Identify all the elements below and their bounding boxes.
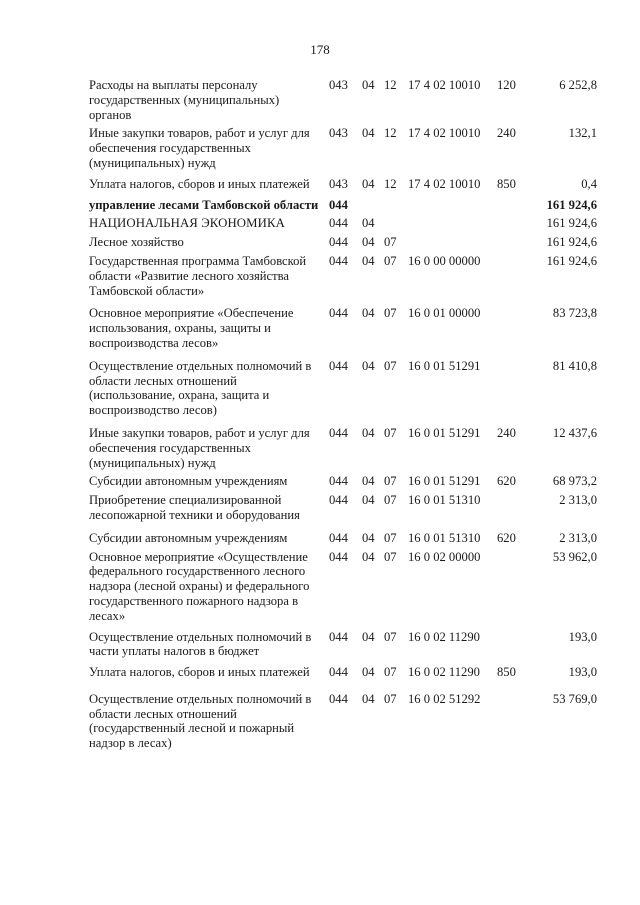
target-article-code: 16 0 01 51310 [408, 530, 481, 545]
subsection-code: 07 [384, 665, 397, 680]
subsection-code: 07 [384, 549, 397, 564]
table-row [0, 254, 640, 298]
expense-type-code: 120 [497, 78, 516, 92]
table-row [0, 235, 640, 250]
table-row [0, 216, 640, 231]
row-name: Уплата налогов, сборов и иных платежей [89, 665, 310, 680]
target-article-code: 17 4 02 10010 [408, 176, 481, 191]
ved-code: 044 [329, 216, 348, 231]
ved-code: 044 [329, 665, 348, 680]
table-row [0, 177, 640, 192]
row-name: Приобретение специализированной лесопожарной техники и оборудования [89, 493, 300, 522]
amount: 12 437,6 [552, 425, 597, 440]
ved-code: 044 [329, 306, 348, 321]
section-code: 04 [362, 358, 375, 373]
ved-code: 044 [329, 493, 348, 508]
table-row [0, 474, 640, 489]
subsection-code: 12 [384, 78, 397, 92]
subsection-code: 12 [384, 176, 397, 191]
table-row [0, 78, 640, 122]
row-name: НАЦИОНАЛЬНАЯ ЭКОНОМИКА [89, 216, 285, 231]
section-code: 04 [362, 235, 375, 250]
amount: 6 252,8 [559, 78, 597, 92]
table-row [0, 692, 640, 751]
table-row [0, 630, 640, 660]
ved-code: 043 [329, 126, 348, 141]
table-row [0, 306, 640, 350]
table-row [0, 665, 640, 680]
row-name: Расходы на выплаты персоналу государственных (муниципальных) органов [89, 78, 280, 122]
ved-code: 044 [329, 549, 348, 564]
amount: 53 962,0 [552, 549, 597, 564]
table-row [0, 359, 640, 418]
subsection-code: 07 [384, 629, 397, 644]
table-row [0, 531, 640, 546]
row-name: Иные закупки товаров, работ и услуг для обеспечения государственных (муниципальных) нужд [89, 425, 310, 470]
section-code: 04 [362, 549, 375, 564]
row-name: Субсидии автономным учреждениям [89, 474, 288, 489]
subsection-code: 07 [384, 691, 397, 706]
section-code: 04 [362, 629, 375, 644]
subsection-code: 07 [384, 474, 397, 489]
amount: 193,0 [568, 629, 597, 644]
expense-type-code: 620 [497, 530, 516, 545]
target-article-code: 17 4 02 10010 [408, 78, 481, 92]
row-name: Уплата налогов, сборов и иных платежей [89, 176, 310, 191]
ved-code: 044 [329, 358, 348, 373]
ved-code: 044 [329, 474, 348, 489]
subsection-code: 07 [384, 358, 397, 373]
subsection-code: 07 [384, 306, 397, 321]
budget-table [0, 78, 640, 755]
target-article-code: 16 0 02 11290 [408, 665, 480, 680]
expense-type-code: 240 [497, 425, 516, 440]
subsection-code: 07 [384, 253, 397, 268]
ved-code: 044 [329, 629, 348, 644]
section-code: 04 [362, 425, 375, 440]
subsection-code: 07 [384, 235, 397, 250]
ved-code: 043 [329, 176, 348, 191]
table-row [0, 198, 640, 213]
section-code: 04 [362, 306, 375, 321]
row-name: управление лесами Тамбовской области [89, 197, 319, 212]
row-name: Государственная программа Тамбовской области «Развитие лесного хозяйства Тамбовской области» [89, 253, 307, 298]
amount: 81 410,8 [552, 358, 597, 373]
section-code: 04 [362, 176, 375, 191]
row-name: Лесное хозяйство [89, 235, 184, 250]
amount: 2 313,0 [559, 530, 597, 545]
row-name: Осуществление отдельных полномочий в области лесных отношений (использование, охрана, защита и воспроизводство лесов) [89, 358, 312, 418]
amount: 161 924,6 [546, 197, 597, 212]
row-name: Осуществление отдельных полномочий в части уплаты налогов в бюджет [89, 629, 312, 659]
ved-code: 044 [329, 425, 348, 440]
table-row [0, 426, 640, 470]
amount: 53 769,0 [552, 691, 597, 706]
target-article-code: 17 4 02 10010 [408, 126, 481, 141]
row-name: Осуществление отдельных полномочий в области лесных отношений (государственный лесной и пожарный надзор в лесах) [89, 691, 312, 751]
amount: 68 973,2 [552, 474, 597, 489]
page-number: 178 [310, 42, 330, 57]
expense-type-code: 240 [497, 126, 516, 141]
section-code: 04 [362, 216, 375, 231]
row-name: Основное мероприятие «Обеспечение использования, охраны, защиты и воспроизводства лесов» [89, 306, 294, 350]
target-article-code: 16 0 02 11290 [408, 629, 480, 644]
expense-type-code: 620 [497, 474, 516, 489]
table-row [0, 493, 640, 523]
subsection-code: 07 [384, 425, 397, 440]
target-article-code: 16 0 00 00000 [408, 253, 481, 268]
section-code: 04 [362, 530, 375, 545]
amount: 161 924,6 [546, 235, 597, 250]
amount: 193,0 [568, 665, 597, 680]
amount: 0,4 [581, 176, 597, 191]
row-name: Основное мероприятие «Осуществление федерального государственного лесного надзора (лесной охраны) и федерального государственного пожарного надзора в лесах» [89, 549, 310, 623]
target-article-code: 16 0 01 51291 [408, 358, 481, 373]
ved-code: 044 [329, 235, 348, 250]
section-code: 04 [362, 665, 375, 680]
subsection-code: 12 [384, 126, 397, 141]
target-article-code: 16 0 01 51310 [408, 493, 481, 508]
row-name: Субсидии автономным учреждениям [89, 530, 288, 545]
table-row [0, 126, 640, 170]
target-article-code: 16 0 02 00000 [408, 549, 481, 564]
section-code: 04 [362, 474, 375, 489]
ved-code: 043 [329, 78, 348, 92]
target-article-code: 16 0 01 00000 [408, 306, 481, 321]
ved-code: 044 [329, 530, 348, 545]
table-row [0, 550, 640, 624]
ved-code: 044 [329, 197, 348, 212]
target-article-code: 16 0 01 51291 [408, 474, 481, 489]
target-article-code: 16 0 01 51291 [408, 425, 481, 440]
section-code: 04 [362, 691, 375, 706]
expense-type-code: 850 [497, 176, 516, 191]
section-code: 04 [362, 78, 375, 92]
amount: 161 924,6 [546, 216, 597, 231]
subsection-code: 07 [384, 530, 397, 545]
subsection-code: 07 [384, 493, 397, 508]
target-article-code: 16 0 02 51292 [408, 691, 481, 706]
amount: 83 723,8 [552, 306, 597, 321]
ved-code: 044 [329, 691, 348, 706]
amount: 132,1 [568, 126, 597, 141]
expense-type-code: 850 [497, 665, 516, 680]
section-code: 04 [362, 253, 375, 268]
amount: 161 924,6 [546, 253, 597, 268]
ved-code: 044 [329, 253, 348, 268]
section-code: 04 [362, 126, 375, 141]
row-name: Иные закупки товаров, работ и услуг для обеспечения государственных (муниципальных) нужд [89, 126, 310, 170]
amount: 2 313,0 [559, 493, 597, 508]
section-code: 04 [362, 493, 375, 508]
